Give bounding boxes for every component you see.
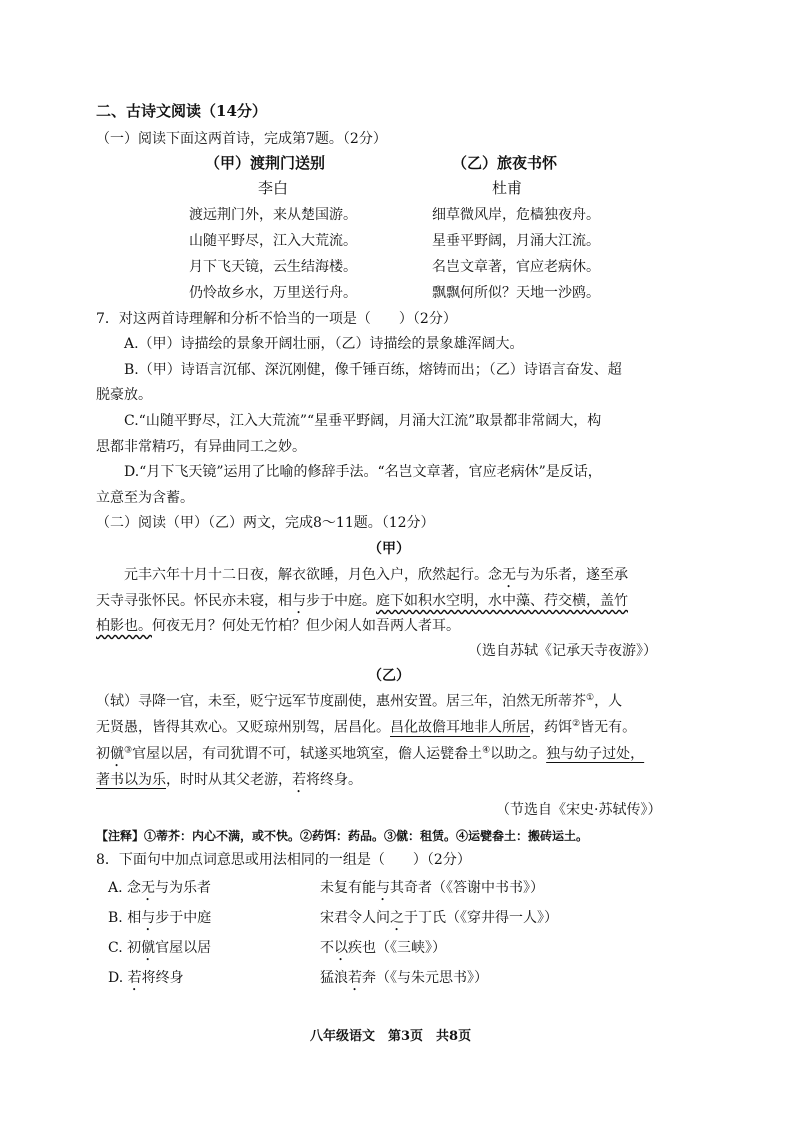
poem-a-line: 山随平野尽，江入大荒流。: [189, 233, 357, 249]
text-span: 步于中庭。: [306, 593, 376, 609]
dotted-word: 与: [376, 880, 390, 896]
text-span: 猛浪: [320, 970, 348, 986]
dotted-word: 无: [502, 567, 516, 583]
text-span: ，人: [594, 693, 623, 710]
dotted-word: 之: [390, 910, 404, 926]
yi-line-1: [96, 694, 622, 709]
q8-option-a-right: [320, 880, 544, 904]
dotted-word: 若: [127, 970, 142, 986]
q7-option-b: B.（甲）诗语言沉郁、深沉刚健，像千锤百练，熔铸而出；（乙）诗语言奋发、超: [124, 362, 622, 378]
jia-line-2: [96, 593, 628, 617]
text-span: 将终身。: [306, 772, 362, 788]
poem-b-line: 细草微风岸，危樯独夜舟。: [432, 207, 600, 223]
text-span: 与为乐者: [155, 880, 212, 896]
text-span: 疾也（《三峡》）: [348, 940, 446, 956]
poem-a-title: （甲）渡荆门送别: [205, 154, 326, 172]
text-span: 初: [96, 746, 110, 762]
dotted-word: 无: [141, 880, 156, 896]
underlined-text: 昌化故儋耳地非人所居: [390, 719, 530, 736]
q8-option-d-right: [320, 970, 488, 994]
text-span: 无贤愚，皆得其欢心。又贬琼州别驾，居昌化。: [96, 719, 390, 736]
text-span: ，药饵: [530, 719, 572, 736]
text-span: 不: [320, 940, 334, 956]
notes: 【注释】①蒂芥：内心不满，或不快。②药饵：药品。③僦：租赁。④运甓畚土：搬砖运土。: [96, 829, 589, 843]
text-span: 其奇者（《答谢中书书》）: [390, 880, 544, 896]
q7-option-c-cont: 思都非常精巧，有异曲同工之妙。: [96, 439, 306, 455]
dotted-word: 若: [348, 970, 362, 986]
poem-a-line: 仍怜故乡水，万里送行舟。: [189, 285, 357, 301]
q7-option-a: A.（甲）诗描绘的景象开阔壮丽，（乙）诗描绘的景象雄浑阔大。: [124, 336, 524, 352]
footnote-mark: ④: [482, 745, 491, 756]
q7-stem: 7．对这两首诗理解和分析不恰当的一项是（ ）（2分）: [96, 311, 457, 327]
dotted-word: 僦: [141, 940, 156, 956]
footnote-mark: ③: [124, 745, 133, 756]
q7-option-d: D.“月下飞天镜”运用了比喻的修辞手法。“名岂文章著，官应老病休”是反话，: [124, 464, 602, 480]
text-span: 奔（《与朱元思书》）: [362, 970, 488, 986]
wavy-underlined-text: 庭下如积水空明，水中藻、荇交横，盖竹: [376, 593, 628, 609]
text-span: 官屋以居: [155, 940, 212, 956]
text-span: 步于中庭: [155, 910, 212, 926]
q7-option-d-cont: 立意至为含蓄。: [96, 490, 194, 506]
dotted-word: 与: [141, 910, 156, 926]
yi-line-3: [96, 746, 644, 770]
poem-a-line: 月下飞天镜，云生结海楼。: [189, 259, 357, 275]
footnote-mark: ①: [586, 693, 595, 703]
jia-line-3: [96, 619, 460, 633]
page-footer: 八年级语文 第3页 共8页: [310, 1029, 472, 1044]
dotted-word: 若: [292, 772, 306, 788]
jia-source: （选自苏轼《记承天寺夜游》）: [468, 643, 657, 659]
q8-option-b-left: [108, 910, 211, 934]
text-span: 元丰六年十月十二日夜，解衣欲睡，月色入户，欣然起行。念: [124, 567, 502, 583]
poem-a-author: 李白: [258, 179, 289, 197]
text-span: 何夜无月？何处无竹柏？但少闲人如吾两人者耳。: [152, 618, 460, 634]
text-span: B. 相: [108, 910, 142, 926]
poem-b-line: 星垂平野阔，月涌大江流。: [432, 233, 600, 249]
q8-option-a-left: [108, 880, 211, 904]
poem-b-line: 名岂文章著，官应老病休。: [432, 259, 600, 275]
jia-label: （甲）: [368, 541, 410, 557]
yi-label: （乙）: [368, 668, 410, 684]
poem-b-line: 飘飘何所似？天地一沙鸥。: [432, 285, 600, 301]
dotted-word: 与: [292, 593, 306, 609]
footnote-mark: ②: [572, 719, 581, 729]
text-span: 皆无有。: [580, 719, 637, 736]
part2-heading: （二）阅读（甲）（乙）两文，完成8～11题。（12分）: [96, 515, 435, 531]
poem-b-title: （乙）旅夜书怀: [452, 154, 558, 172]
text-span: 于丁氏（《穿井得一人》）: [404, 910, 558, 926]
poem-a-line: 渡远荆门外，来从楚国游。: [189, 207, 357, 223]
text-span: D.: [108, 970, 128, 986]
part1-heading: （一）阅读下面这两首诗，完成第7题。（2分）: [96, 131, 387, 147]
yi-source: （节选自《宋史·苏轼传》）: [496, 802, 662, 818]
dotted-word: 僦: [110, 746, 124, 762]
q8-option-b-right: [320, 910, 558, 934]
wavy-underlined-text: 柏影也。: [96, 618, 152, 634]
text-span: 官屋以居，有司犹谓不可，轼遂买地筑室，儋人运甓畚土: [132, 746, 483, 762]
underlined-text: 独与幼子过处，: [546, 746, 645, 762]
text-span: 宋君令人问: [320, 910, 390, 926]
q8-option-c-left: [108, 940, 211, 964]
dotted-word: 以: [334, 940, 348, 956]
text-span: 未复有能: [320, 880, 376, 896]
text-span: 天寺寻张怀民。怀民亦未寝，相: [96, 593, 292, 609]
underlined-text: 著书以为乐: [96, 772, 166, 788]
q8-stem: 8．下面句中加点词意思或用法相同的一组是（ ）（2分）: [96, 852, 471, 868]
q8-option-c-right: [320, 940, 446, 964]
q8-option-d-left: [108, 970, 184, 994]
text-span: 以助之。: [490, 746, 547, 762]
section-title: 二、古诗文阅读（14分）: [96, 102, 267, 120]
q7-option-c: C.“山随平野尽，江入大荒流”“星垂平野阔，月涌大江流”取景都非常阔大，构: [124, 413, 602, 429]
q7-option-b-cont: 脱豪放。: [96, 387, 152, 403]
yi-line-2: [96, 720, 636, 735]
poem-b-author: 杜甫: [492, 179, 523, 197]
text-span: A. 念: [108, 880, 142, 896]
text-span: 与为乐者，遂至承: [516, 567, 628, 583]
text-span: C. 初: [108, 940, 142, 956]
text-span: ，时时从其父老游，: [166, 772, 292, 788]
yi-line-4: [96, 772, 362, 796]
jia-line-1: [124, 567, 628, 591]
text-span: （轼）寻降一官，未至，贬宁远军节度副使，惠州安置。居三年，泊然无所蒂芥: [96, 693, 586, 710]
text-span: 将终身: [141, 970, 184, 986]
